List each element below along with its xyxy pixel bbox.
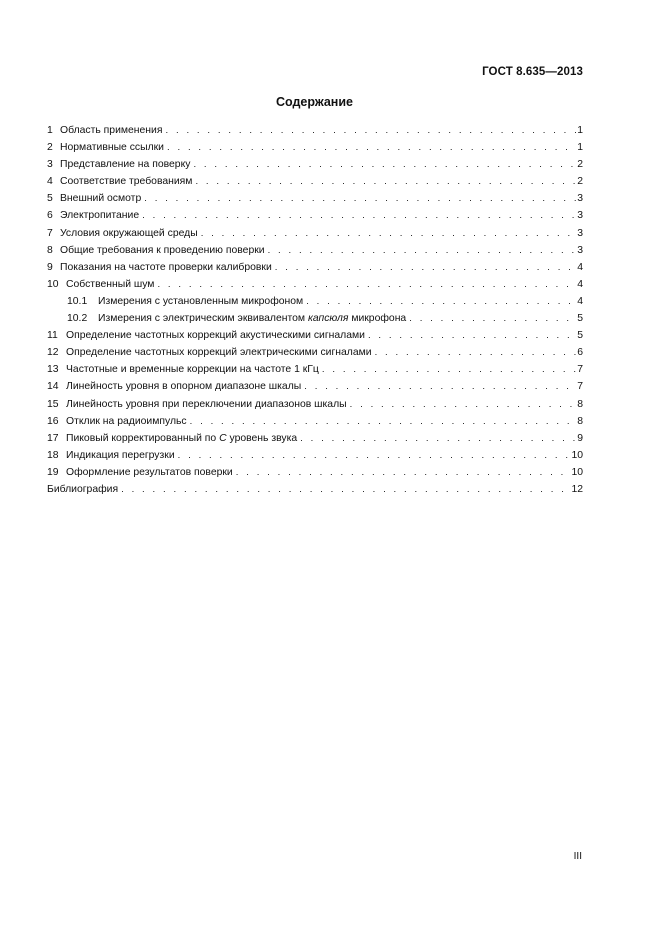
toc-entry-page: 3 [577, 227, 583, 239]
dot-leader [121, 481, 570, 498]
toc-entry-page: 4 [577, 278, 583, 290]
toc-entry-13[interactable] [47, 361, 583, 378]
toc-entry-title: Представление на поверку [60, 159, 191, 171]
toc-entry-7[interactable] [47, 225, 583, 242]
dot-leader [167, 139, 576, 156]
toc-entry-title: Индикация перегрузки [66, 449, 175, 461]
contents-title: Содержание [275, 95, 353, 109]
toc-entry-number: 16 [47, 415, 59, 427]
dot-leader [322, 361, 576, 378]
toc-entry-17[interactable] [47, 430, 583, 447]
toc-entry-title-part: микрофона [351, 313, 407, 325]
dot-leader [165, 122, 576, 139]
toc-entry-10-2[interactable] [47, 310, 583, 327]
toc-entry-title: Линейность уровня в опорном диапазоне шкалы [66, 381, 302, 393]
toc-entry-number: 1 [47, 125, 53, 136]
toc-entry-number: 8 [47, 244, 53, 256]
toc-entry-number: 14 [47, 381, 59, 393]
toc-entry-number: 2 [47, 142, 53, 154]
toc-entry-title-italic: капсюля [307, 313, 349, 325]
toc-entry-page: 12 [571, 483, 583, 495]
toc-entry-page: 9 [577, 432, 583, 444]
toc-entry-page: 10 [571, 466, 583, 478]
toc-entry-number: 4 [47, 176, 53, 188]
toc-entry-title-part: уровень звука [229, 432, 298, 444]
toc-entry-number: 11 [47, 330, 58, 342]
toc-entry-16[interactable] [47, 413, 583, 430]
toc-entry-page: 2 [577, 159, 583, 171]
dot-leader [236, 464, 571, 481]
toc-entry-number: 13 [47, 364, 59, 376]
toc-entry-title-part: Пиковый корректированный по [66, 432, 217, 444]
toc-entry-title: Отклик на радиоимпульс [66, 415, 187, 427]
dot-leader [300, 430, 576, 447]
toc-entry-title: Частотные и временные коррекции на частоте 1 кГц [66, 364, 319, 376]
toc-entry-page: 5 [577, 313, 583, 325]
dot-leader [409, 310, 576, 327]
dot-leader [190, 413, 577, 430]
toc-entry-page: 2 [577, 176, 583, 188]
toc-entry-page: 4 [577, 295, 583, 307]
toc-entry-page: 10 [571, 449, 583, 461]
toc-entry-title: Соответствие требованиям [60, 176, 193, 188]
toc-entry-page: 3 [577, 193, 583, 205]
toc-entry-number: 9 [47, 261, 53, 273]
dot-leader [304, 378, 576, 395]
toc-entry-19[interactable] [47, 464, 583, 481]
toc-entry-title: Нормативные ссылки [60, 142, 164, 154]
toc-entry-page: 1 [577, 125, 583, 136]
toc-entry-number: 10.1 [67, 295, 88, 307]
toc-entry-title: Оформление результатов поверки [66, 466, 233, 478]
toc-entry-page: 5 [577, 330, 583, 342]
dot-leader [306, 293, 576, 310]
dot-leader [144, 190, 576, 207]
dot-leader [350, 396, 577, 413]
toc-entry-title: Общие требования к проведению поверки [60, 244, 265, 256]
toc-entry-page: 4 [577, 261, 583, 273]
toc-entry-title-part: Измерения с электрическим эквивалентом [98, 313, 306, 325]
toc-entry-number: 10.2 [67, 313, 88, 325]
toc-entry-number: 6 [47, 210, 53, 222]
dot-leader [268, 242, 577, 259]
toc-entry-5[interactable] [47, 190, 583, 207]
toc-entry-page: 1 [577, 142, 583, 154]
dot-leader [368, 327, 576, 344]
toc-entry-6[interactable] [47, 207, 583, 224]
toc-entry-title: Определение частотных коррекций акустическими сигналами [66, 330, 365, 342]
toc-entry-number: 10 [47, 278, 59, 290]
toc-entry-page: 7 [577, 381, 583, 393]
toc-entry-title: Собственный шум [66, 278, 155, 290]
dot-leader [157, 276, 576, 293]
toc-entry-number: 5 [47, 193, 53, 205]
toc-entry-title: Область применения [60, 125, 163, 136]
toc-entry-number: 12 [47, 347, 59, 359]
dot-leader [195, 173, 576, 190]
toc-entry-bibliography[interactable] [47, 481, 583, 498]
toc-entry-2[interactable] [47, 139, 583, 156]
toc-entry-4[interactable] [47, 173, 583, 190]
toc-entry-title [98, 310, 406, 327]
toc-entry-page: 3 [577, 244, 583, 256]
toc-entry-title: Показания на частоте проверки калибровки [60, 261, 272, 273]
toc-entry-18[interactable] [47, 447, 583, 464]
toc-entry-title: Внешний осмотр [60, 193, 142, 205]
dot-leader [178, 447, 571, 464]
toc-entry-page: 8 [577, 398, 583, 410]
toc-entry-3[interactable] [47, 156, 583, 173]
toc-entry-14[interactable] [47, 378, 583, 395]
toc-entry-page: 8 [577, 415, 583, 427]
toc-entry-number: 15 [47, 398, 59, 410]
toc-entry-title: Электропитание [60, 210, 140, 222]
toc-entry-number: 7 [47, 227, 53, 239]
toc-entry-title [66, 430, 297, 447]
table-of-contents [47, 122, 583, 498]
toc-entry-8[interactable] [47, 242, 583, 259]
toc-entry-number: 3 [47, 159, 53, 171]
toc-entry-title: Линейность уровня при переключении диапазонов шкалы [66, 398, 347, 410]
toc-entry-number: 17 [47, 432, 59, 444]
toc-entry-title: Определение частотных коррекций электрическими сигналами [66, 347, 372, 359]
toc-entry-title: Измерения с установленным микрофоном [98, 295, 304, 307]
toc-entry-title: Условия окружающей среды [60, 227, 198, 239]
toc-entry-11[interactable] [47, 327, 583, 344]
toc-entry-number: 19 [47, 466, 59, 478]
dot-leader [375, 344, 577, 361]
toc-entry-10[interactable] [47, 276, 583, 293]
dot-leader [193, 156, 576, 173]
document-code: ГОСТ 8.635—2013 [482, 66, 583, 78]
toc-entry-15[interactable] [47, 396, 583, 413]
toc-entry-page: 3 [577, 210, 583, 222]
toc-entry-page: 6 [577, 347, 583, 359]
toc-entry-title-italic: С [219, 432, 227, 444]
toc-entry-10-1[interactable] [47, 293, 583, 310]
toc-entry-page: 7 [577, 364, 583, 376]
toc-entry-title: Библиография [47, 483, 119, 495]
toc-entry-number: 18 [47, 449, 59, 461]
dot-leader [275, 259, 576, 276]
toc-entry-9[interactable] [47, 259, 583, 276]
dot-leader [201, 225, 577, 242]
toc-entry-12[interactable] [47, 344, 583, 361]
page-number: III [573, 851, 582, 862]
dot-leader [142, 207, 576, 224]
toc-entry-1[interactable] [47, 122, 583, 139]
